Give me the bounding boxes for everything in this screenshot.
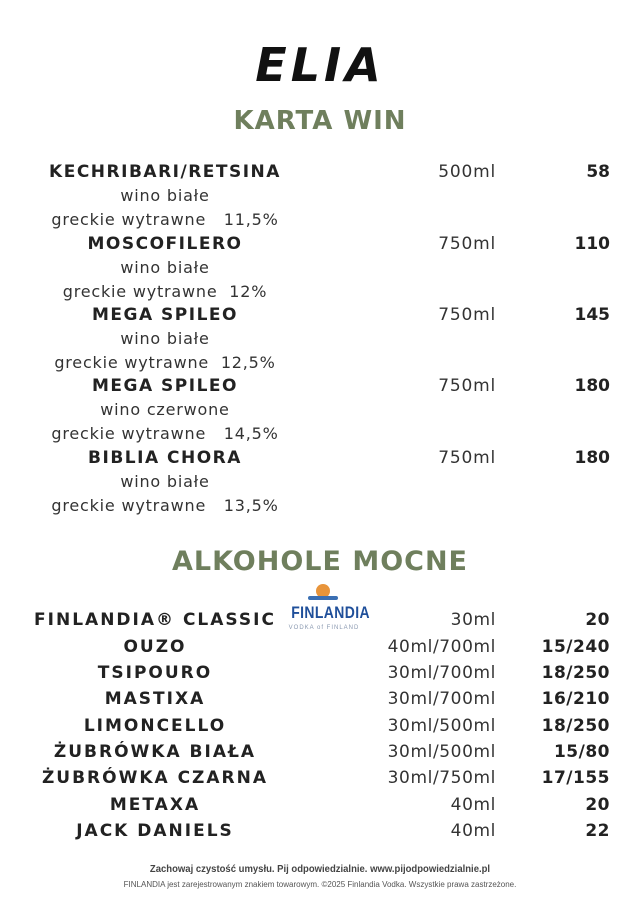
wine-type: wino białe	[120, 186, 210, 205]
spirit-price: 20	[585, 610, 610, 630]
wine-name: MOSCOFILERO	[87, 234, 243, 254]
finlandia-logo	[284, 584, 371, 644]
wine-description: greckie wytrawne 14,5%	[51, 424, 279, 443]
spirit-price: 18/250	[541, 663, 610, 683]
spirit-price: 16/210	[541, 689, 610, 709]
spirit-volume: 40ml	[450, 795, 496, 815]
spirit-price: 15/240	[541, 637, 610, 657]
spirit-price: 18/250	[541, 716, 610, 736]
wine-name: KECHRIBARI/RETSINA	[49, 162, 281, 182]
footer-responsibility-note: Zachowaj czystość umysłu. Pij odpowiedzialnie. www.pijodpowiedzialnie.pl	[149, 864, 491, 875]
spirit-volume: 30ml/500ml	[387, 716, 496, 736]
spirit-volume: 30ml/750ml	[387, 768, 496, 788]
spirit-name: ŻUBRÓWKA CZARNA	[41, 768, 269, 788]
logo-emblem-base	[308, 596, 338, 600]
wine-type: wino białe	[120, 472, 210, 491]
brand-title: ELIA	[255, 38, 385, 92]
spirit-volume: 30ml/700ml	[387, 689, 496, 709]
spirit-volume: 30ml/500ml	[387, 742, 496, 762]
spirit-name: OUZO	[123, 637, 187, 657]
wine-description: greckie wytrawne 11,5%	[51, 210, 279, 229]
spirit-name: METAXA	[109, 795, 201, 815]
wine-description: greckie wytrawne 12%	[62, 282, 268, 301]
wine-name: MEGA SPILEO	[92, 376, 238, 396]
spirit-volume: 30ml	[450, 610, 496, 630]
wine-name: BIBLIA CHORA	[88, 448, 242, 468]
spirit-price: 20	[585, 795, 610, 815]
wine-volume: 750ml	[438, 448, 496, 468]
wine-type: wino czerwone	[100, 400, 230, 419]
wine-type: wino białe	[120, 329, 210, 348]
spirit-name: LIMONCELLO	[83, 716, 227, 736]
wine-name: MEGA SPILEO	[92, 305, 238, 325]
logo-wordmark: FINLANDIA	[291, 603, 371, 622]
wine-description: greckie wytrawne 12,5%	[54, 353, 276, 372]
spirit-name: ŻUBRÓWKA BIAŁA	[53, 742, 257, 762]
section-title-spirits: ALKOHOLE MOCNE	[171, 546, 469, 577]
wine-price: 180	[574, 448, 610, 468]
wine-volume: 500ml	[438, 162, 496, 182]
spirit-name: FINLANDIA® CLASSIC	[34, 610, 276, 630]
spirit-price: 15/80	[553, 742, 610, 762]
spirit-name: JACK DANIELS	[76, 821, 234, 841]
spirit-volume: 40ml/700ml	[387, 637, 496, 657]
logo-tagline: VODKA of FINLAND	[288, 625, 360, 631]
wine-price: 58	[586, 162, 610, 182]
wine-price: 180	[574, 376, 610, 396]
wine-volume: 750ml	[438, 376, 496, 396]
footer-trademark-note: FINLANDIA jest zarejestrowanym znakiem towarowym. ©2025 Finlandia Vodka. Wszystkie prawa zastrzeżone.	[123, 880, 517, 889]
wine-volume: 750ml	[438, 234, 496, 254]
wine-type: wino białe	[120, 258, 210, 277]
spirit-volume: 30ml/700ml	[387, 663, 496, 683]
section-title-wine: KARTA WIN	[233, 106, 407, 136]
wine-volume: 750ml	[438, 305, 496, 325]
spirit-price: 22	[585, 821, 610, 841]
wine-description: greckie wytrawne 13,5%	[51, 496, 279, 515]
spirit-name: MASTIXA	[104, 689, 206, 709]
wine-price: 110	[574, 234, 610, 254]
wine-price: 145	[574, 305, 610, 325]
spirit-volume: 40ml	[450, 821, 496, 841]
spirit-name: TSIPOURO	[97, 663, 213, 683]
spirit-price: 17/155	[541, 768, 610, 788]
